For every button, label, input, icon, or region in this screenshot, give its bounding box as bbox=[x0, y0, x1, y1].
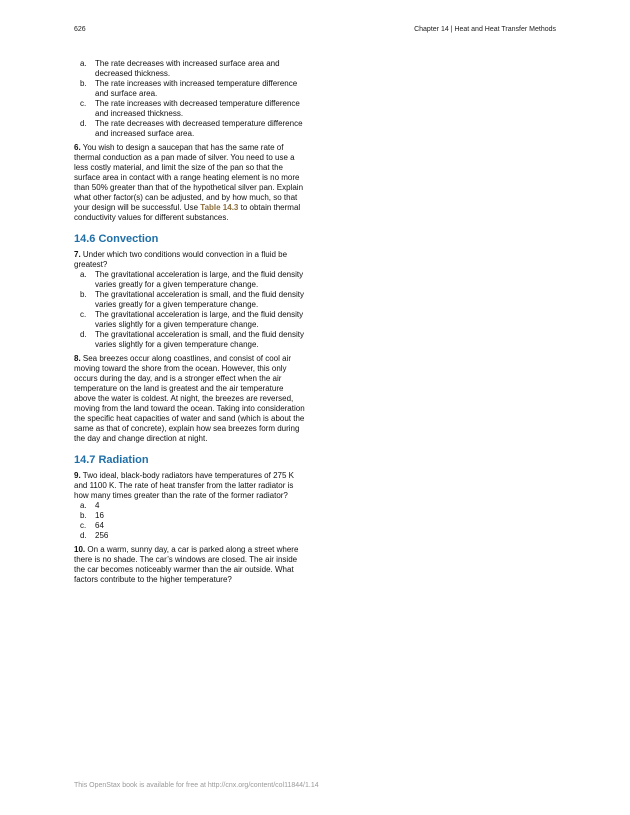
question-number: 8. bbox=[74, 354, 81, 363]
running-header bbox=[414, 26, 556, 33]
question-10 bbox=[74, 545, 306, 585]
option-item bbox=[74, 99, 306, 119]
option-text: The gravitational acceleration is small, and the fluid density varies slightly for a given temperature change. bbox=[95, 330, 304, 349]
option-text: The gravitational acceleration is small, and the fluid density varies greatly for a given temperature change. bbox=[95, 290, 304, 309]
option-item bbox=[74, 290, 306, 310]
page-content bbox=[74, 59, 306, 585]
page-number: 626 bbox=[74, 26, 86, 33]
option-item bbox=[74, 511, 306, 521]
option-text: The gravitational acceleration is large, and the fluid density varies slightly for a given temperature change. bbox=[95, 310, 304, 329]
option-letter: c. bbox=[80, 310, 87, 319]
option-letter: b. bbox=[80, 511, 87, 520]
option-text: The gravitational acceleration is large, and the fluid density varies greatly for a given temperature change. bbox=[95, 270, 304, 289]
chapter-prefix: Chapter 14 | bbox=[414, 26, 455, 33]
option-item bbox=[74, 531, 306, 541]
option-item bbox=[74, 330, 306, 350]
option-letter: b. bbox=[80, 79, 87, 88]
chapter-title: Heat and Heat Transfer Methods bbox=[454, 26, 556, 33]
q5-options bbox=[74, 59, 306, 139]
question-text: Two ideal, black-body radiators have temperatures of 275 K and 1100 K. The rate of heat transfer from the latter radiator is how many times greater than the rate of the former radiator? bbox=[74, 471, 294, 500]
option-item bbox=[74, 501, 306, 511]
question-text: Under which two conditions would convection in a fluid be greatest? bbox=[74, 250, 288, 269]
question-number: 6. bbox=[74, 143, 81, 152]
q9-options bbox=[74, 501, 306, 541]
option-text: The rate decreases with decreased temperature difference and increased surface area. bbox=[95, 119, 303, 138]
question-number: 7. bbox=[74, 250, 81, 259]
option-text: 64 bbox=[95, 521, 104, 530]
question-7 bbox=[74, 250, 306, 270]
option-letter: a. bbox=[80, 270, 87, 279]
question-text: You wish to design a saucepan that has the same rate of thermal conduction as a pan made of silver. You need to use a less costly material, and limit the size of the pan so that the surface area in contact with a range heating element is no more than 50% greater than that of the hypothetical silver pan. Explain what other factor(s) can be adjusted, and by how much, so that your design will be successful. Use bbox=[74, 143, 304, 212]
option-letter: a. bbox=[80, 59, 87, 68]
option-item bbox=[74, 79, 306, 99]
option-text: The rate decreases with increased surface area and decreased thickness. bbox=[95, 59, 280, 78]
question-8 bbox=[74, 354, 306, 444]
question-number: 9. bbox=[74, 471, 81, 480]
question-number: 10. bbox=[74, 545, 86, 554]
option-letter: d. bbox=[80, 330, 87, 339]
option-item bbox=[74, 270, 306, 290]
option-text: The rate increases with increased temperature difference and surface area. bbox=[95, 79, 298, 98]
option-letter: d. bbox=[80, 531, 87, 540]
option-item bbox=[74, 59, 306, 79]
q7-options bbox=[74, 270, 306, 350]
question-text: Sea breezes occur along coastlines, and consist of cool air moving toward the shore from the ocean. However, this only occurs during the day, and is a stronger effect when the air temperature on the land is greatest and the air temperature above the water is coldest. At night, the breezes are reversed, moving from the land toward the ocean. Taking into consideration the specific heat capacities of water and sand (which is about the same as that of concrete), explain how sea breezes form during the day and change direction at night. bbox=[74, 354, 305, 443]
option-text: 4 bbox=[95, 501, 100, 510]
option-text: The rate increases with decreased temperature difference and increased thickness. bbox=[95, 99, 300, 118]
option-letter: a. bbox=[80, 501, 87, 510]
option-letter: b. bbox=[80, 290, 87, 299]
question-text: On a warm, sunny day, a car is parked along a street where there is no shade. The car’s windows are closed. The air inside the car becomes noticeably warmer than the air outside. What factors contribute to the higher temperature? bbox=[74, 545, 299, 584]
section-heading-convection: 14.6 Convection bbox=[74, 233, 159, 245]
option-letter: c. bbox=[80, 521, 87, 530]
option-item bbox=[74, 119, 306, 139]
option-item bbox=[74, 521, 306, 531]
table-link[interactable]: Table 14.3 bbox=[200, 203, 239, 212]
question-9 bbox=[74, 471, 306, 501]
option-letter: d. bbox=[80, 119, 87, 128]
page-footer: This OpenStax book is available for free at http://cnx.org/content/col11844/1.14 bbox=[74, 782, 319, 789]
option-item bbox=[74, 310, 306, 330]
question-text-continued: to obtain thermal conductivity values for different substances. bbox=[74, 203, 301, 222]
option-text: 256 bbox=[95, 531, 109, 540]
option-letter: c. bbox=[80, 99, 87, 108]
question-6 bbox=[74, 143, 306, 223]
section-heading-radiation: 14.7 Radiation bbox=[74, 454, 149, 466]
option-text: 16 bbox=[95, 511, 104, 520]
